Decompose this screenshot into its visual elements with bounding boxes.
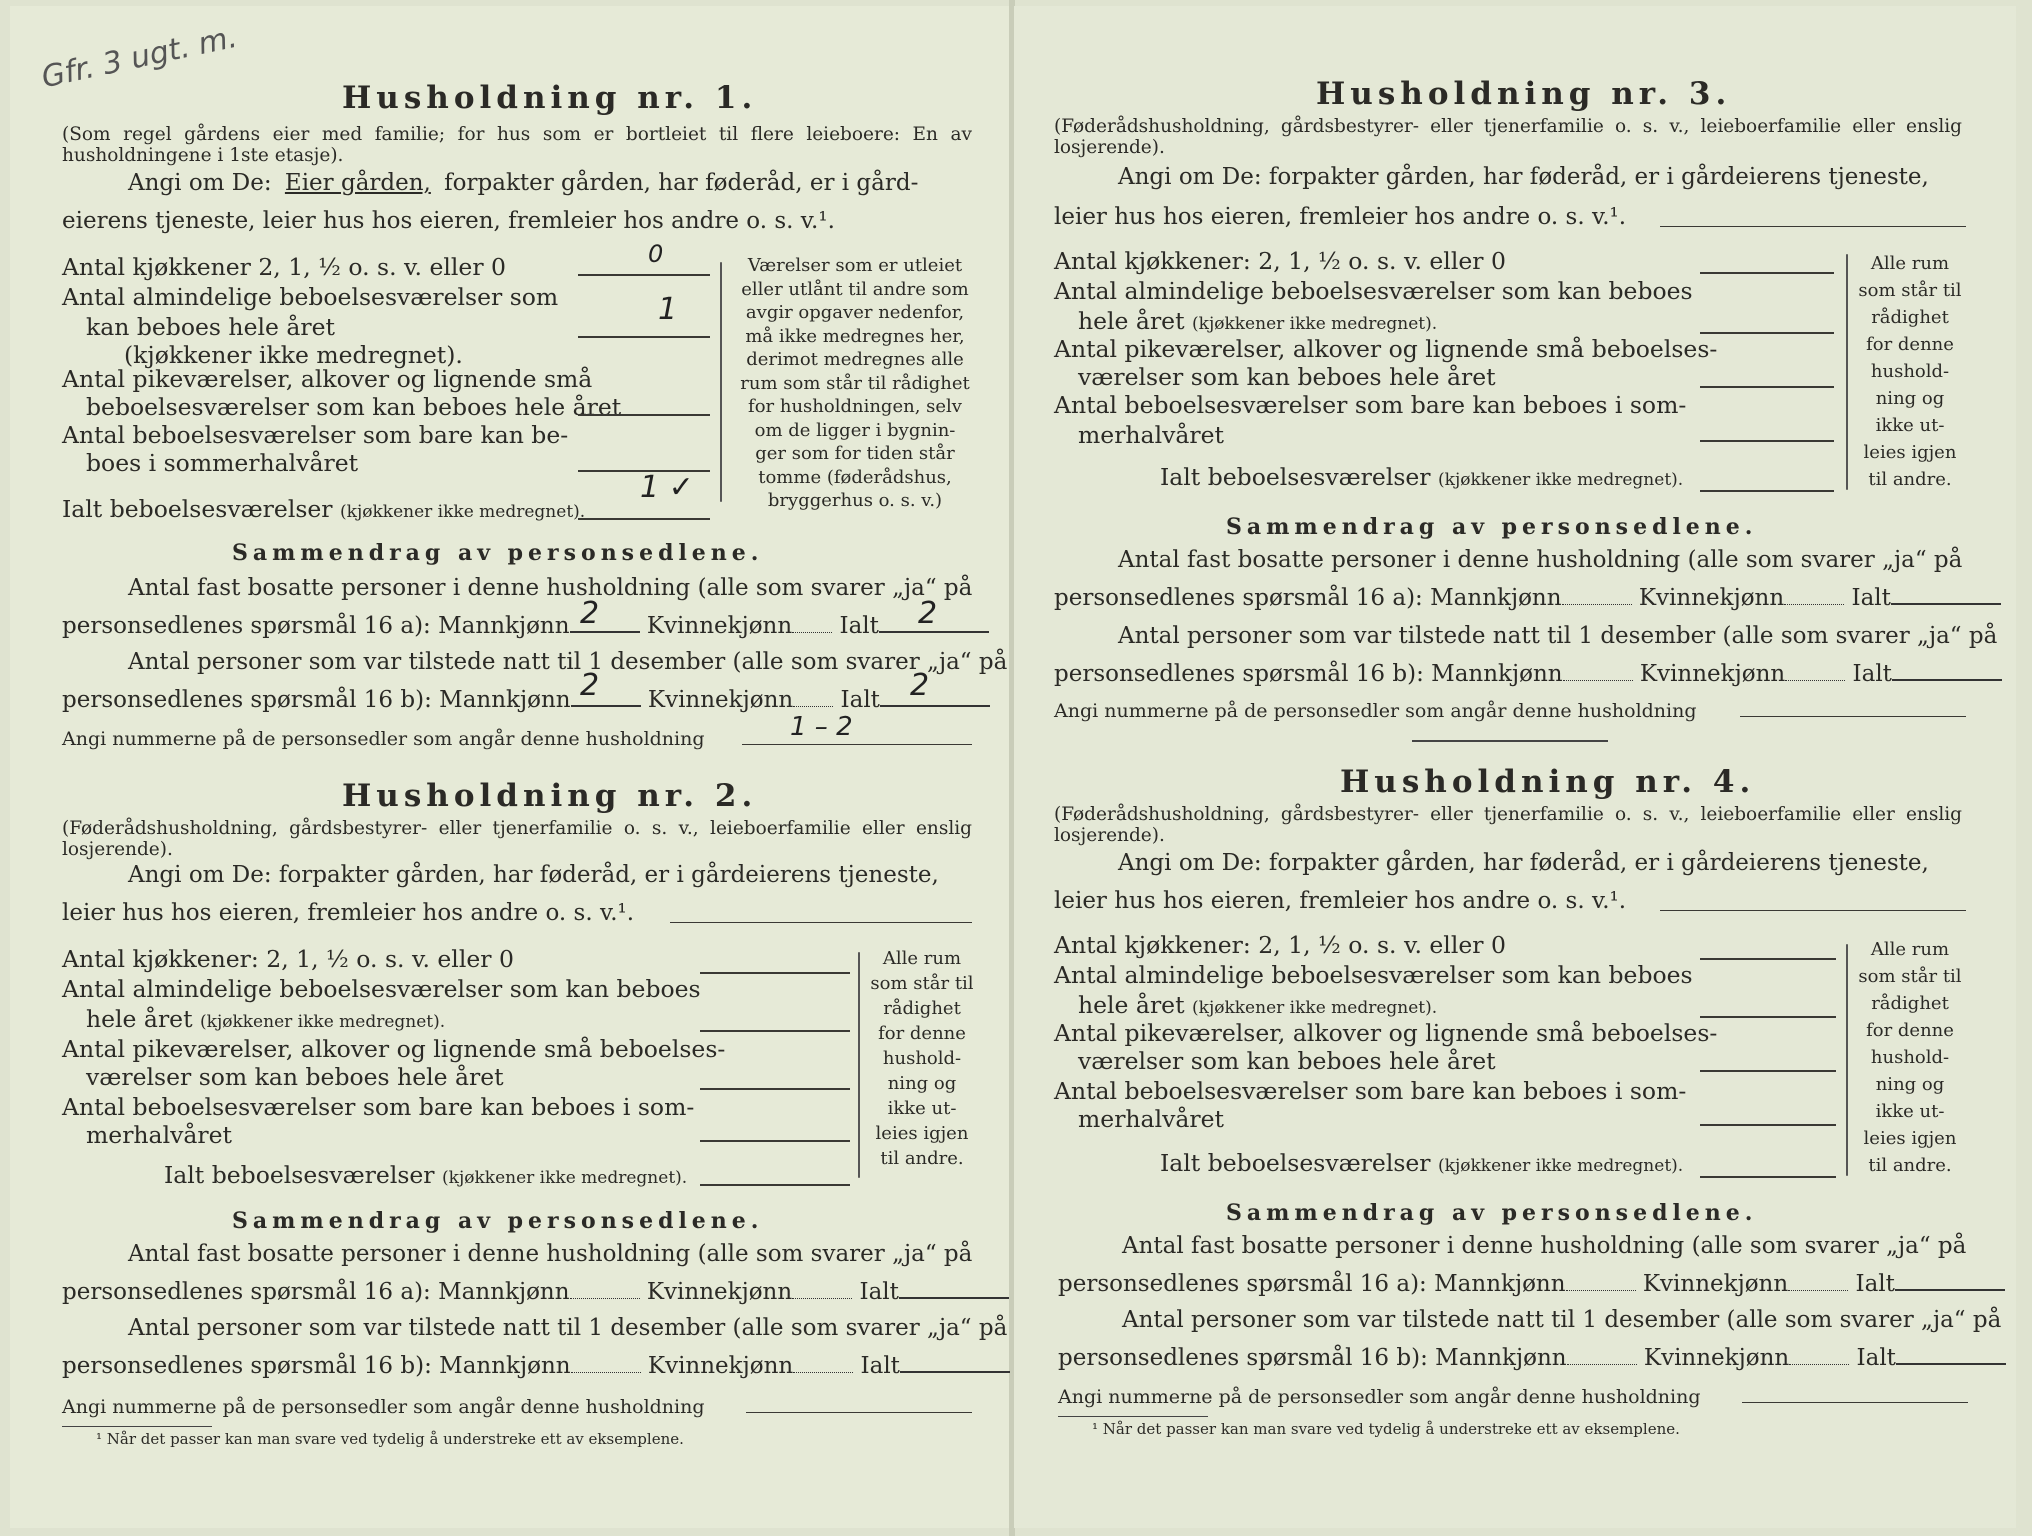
h3-numbers-line: [1740, 716, 1966, 717]
h1-side-line: eller utlånt til andre som: [741, 278, 969, 300]
household-2-subtitle: (Føderådshusholdning, gårdsbestyrer- eller tjenerfamilie o. s. v., leieboerfamilie eller enslig losjerende).: [62, 818, 972, 860]
label: Ialt: [1855, 1271, 1895, 1297]
section-separator: [1412, 740, 1608, 742]
h2-brace: [858, 952, 860, 1178]
side-line: leies igjen: [1863, 442, 1957, 463]
side-line: ning og: [1875, 1074, 1945, 1095]
side-line: som står til: [870, 973, 974, 994]
side-line: for denne: [878, 1023, 966, 1044]
h3-row-summer: Antal beboelsesværelser som bare kan beboes i som-: [1054, 391, 1687, 419]
h2-angi-2: leier hus hos eieren, fremleier hos andre o. s. v.¹.: [62, 900, 635, 926]
label: (kjøkkener ikke medregnet).: [200, 1012, 446, 1032]
label: Mannkjønn: [1431, 661, 1563, 687]
h4-brace: [1846, 944, 1848, 1176]
h2-line: [700, 972, 850, 974]
label: personsedlenes spørsmål 16 b):: [62, 687, 432, 713]
h2-summary-p2: Antal personer som var tilstede natt til 1 desember (alle som svarer „ja“ på: [128, 1315, 1008, 1341]
label: Ialt: [1851, 585, 1891, 611]
h3-brace: [1846, 254, 1848, 490]
h1-angi-a: Angi om De:: [128, 170, 272, 196]
label: personsedlenes spørsmål 16 a):: [62, 1279, 431, 1305]
side-line: for denne: [1866, 1020, 1954, 1041]
h1-row-summer: Antal beboelsesværelser som bare kan be-: [62, 421, 569, 449]
h3-summary-p1: Antal fast bosatte personer i denne husholdning (alle som svarer „ja“ på: [1118, 547, 1963, 573]
h1-total-note: (kjøkkener ikke medregnet).: [340, 502, 586, 522]
side-line: ikke ut-: [1875, 415, 1945, 436]
label: Kvinnekjønn: [1643, 1345, 1790, 1371]
household-1-title: Husholdning nr. 1.: [342, 80, 758, 116]
h3-side-note: [1850, 250, 1970, 493]
h2-angi-1: Angi om De: forpakter gården, har føderåd, er i gårdeierens tjeneste,: [128, 862, 939, 888]
side-line: Alle rum: [1870, 939, 1950, 960]
h1-total-line: [578, 518, 710, 520]
h1-row-rooms-2: kan beboes hele året: [86, 313, 335, 341]
footnote-separator: [1058, 1416, 1208, 1417]
label: (kjøkkener ikke medregnet).: [442, 1168, 688, 1188]
h1-rooms-line: [578, 336, 710, 338]
h1-angi-c: eierens tjeneste, leier hus hos eieren, fremleier hos andre o. s. v.¹.: [62, 208, 835, 234]
h1-side-line: Værelser som er utleiet: [747, 255, 963, 276]
h3-row-kitchens: Antal kjøkkener: 2, 1, ½ o. s. v. eller 0: [1054, 247, 1506, 275]
h1-row-rooms: Antal almindelige beboelsesværelser som: [62, 283, 559, 311]
label: Ialt: [1856, 1345, 1896, 1371]
side-line: rådighet: [1871, 307, 1949, 328]
household-2-title: Husholdning nr. 2.: [342, 778, 758, 814]
label: Ialt beboelsesværelser: [164, 1161, 435, 1189]
h3-line: [1700, 490, 1834, 492]
pencil-note: Gfr. 3 ugt. m.: [38, 19, 241, 96]
h2-summary-p2b: [62, 1344, 1010, 1388]
label: Ialt: [840, 687, 880, 713]
side-line: til andre.: [880, 1148, 964, 1169]
h4-line: [1700, 1016, 1836, 1018]
h3-row-maid: Antal pikeværelser, alkover og lignende små beboelses-: [1054, 335, 1718, 363]
h3-summary-title: Sammendrag av personsedlene.: [1226, 514, 1758, 540]
h2-side-note: [862, 946, 982, 1171]
h4-side-note: [1850, 936, 1970, 1179]
h4-summary-p2b: [1058, 1336, 2006, 1380]
side-line: som står til: [1858, 966, 1962, 987]
label: personsedlenes spørsmål 16 b):: [62, 1353, 432, 1379]
label: Kvinnekjønn: [646, 1279, 793, 1305]
h4-line: [1700, 1176, 1836, 1178]
h3-total: [1160, 462, 1683, 495]
h1-hw-total: 1 ✓: [640, 470, 694, 505]
label: Ialt: [839, 613, 879, 639]
h1-summary-title: Sammendrag av personsedlene.: [232, 540, 764, 566]
label: Kvinnekjønn: [1639, 661, 1786, 687]
h4-row-summer: Antal beboelsesværelser som bare kan beboes i som-: [1054, 1077, 1687, 1105]
label: (kjøkkener ikke medregnet).: [1192, 998, 1438, 1018]
h3-angi-line: [1660, 226, 1966, 227]
h3-row-maid-2: værelser som kan beboes hele året: [1078, 363, 1496, 391]
household-3-subtitle: (Føderådshusholdning, gårdsbestyrer- eller tjenerfamilie o. s. v., leieboerfamilie eller enslig losjerende).: [1054, 116, 1962, 158]
h1-hw-t16b: 2: [910, 668, 930, 703]
h4-summary-title: Sammendrag av personsedlene.: [1226, 1200, 1758, 1226]
h2-row-kitchens: Antal kjøkkener: 2, 1, ½ o. s. v. eller 0: [62, 945, 514, 973]
h3-line: [1700, 386, 1834, 388]
h4-line: [1700, 1070, 1836, 1072]
h1-angi-selected: Eier gården,: [284, 170, 431, 196]
label: Ialt: [860, 1353, 900, 1379]
h2-row-maid-2: værelser som kan beboes hele året: [86, 1063, 504, 1091]
h1-hw-kitchens: 0: [648, 240, 664, 268]
label: Mannkjønn: [1434, 1271, 1566, 1297]
h2-line: [700, 1088, 850, 1090]
household-4-title: Husholdning nr. 4.: [1340, 764, 1756, 800]
h2-line: [700, 1140, 850, 1142]
label: Ialt: [1852, 661, 1892, 687]
label: Kvinnekjønn: [1642, 1271, 1789, 1297]
h2-angi-line: [670, 922, 972, 923]
h4-summary-p1: Antal fast bosatte personer i denne husholdning (alle som svarer „ja“ på: [1122, 1233, 1967, 1259]
h2-row-rooms: Antal almindelige beboelsesværelser som kan beboes: [62, 975, 701, 1003]
h3-summary-p2: Antal personer som var tilstede natt til 1 desember (alle som svarer „ja“ på: [1118, 623, 1998, 649]
h4-row-kitchens: Antal kjøkkener: 2, 1, ½ o. s. v. eller 0: [1054, 931, 1506, 959]
h1-side-line: avgir opgaver nedenfor,: [745, 302, 965, 323]
h3-angi-1: Angi om De: forpakter gården, har føderåd, er i gårdeierens tjeneste,: [1118, 164, 1929, 190]
side-line: ikke ut-: [1875, 1101, 1945, 1122]
h2-row-summer: Antal beboelsesværelser som bare kan beboes i som-: [62, 1093, 695, 1121]
h1-side-line: rum som står til rådighet: [740, 372, 970, 394]
h1-side-line: bryggerhus o. s. v.): [767, 490, 943, 511]
side-line: rådighet: [883, 998, 961, 1019]
h1-angi-b: forpakter gården, har føderåd, er i gård-: [444, 170, 919, 196]
side-line: som står til: [1858, 280, 1962, 301]
h1-side-line: om de ligger i bygnin-: [754, 419, 956, 441]
label: Ialt: [859, 1279, 899, 1305]
household-3-title: Husholdning nr. 3.: [1316, 76, 1732, 112]
h1-side-line: tomme (føderådshus,: [758, 466, 952, 488]
label: Kvinnekjønn: [647, 1353, 794, 1379]
side-line: hushold-: [1870, 1047, 1950, 1068]
label: Kvinnekjønn: [1638, 585, 1785, 611]
h3-line: [1700, 440, 1834, 442]
side-line: ning og: [1875, 388, 1945, 409]
h1-side-line: ger som for tiden står: [755, 443, 955, 464]
label: Ialt beboelsesværelser: [1160, 1149, 1431, 1177]
h1-row-kitchens: Antal kjøkkener 2, 1, ½ o. s. v. eller 0: [62, 253, 506, 281]
label: (kjøkkener ikke medregnet).: [1192, 314, 1438, 334]
h1-kitchens-line: [578, 274, 710, 276]
h4-numbers: Angi nummerne på de personsedler som angår denne husholdning: [1058, 1386, 1701, 1408]
label: Kvinnekjønn: [647, 687, 794, 713]
household-1-subtitle: (Som regel gårdens eier med familie; for hus som er bortleiet til flere leieboere: En av husholdningene i 1ste etasje).: [62, 124, 972, 166]
label: Ialt beboelsesværelser: [1160, 463, 1431, 491]
h1-hw-m16a: 2: [580, 596, 600, 631]
h1-brace: [720, 262, 722, 502]
h1-side-line: derimot medregnes alle: [746, 349, 964, 370]
label: Mannkjønn: [438, 1279, 570, 1305]
side-line: rådighet: [1871, 993, 1949, 1014]
label: hele året: [86, 1005, 193, 1033]
label: (kjøkkener ikke medregnet).: [1438, 1156, 1684, 1176]
label: hele året: [1078, 307, 1185, 335]
h1-numbers-line: [742, 744, 972, 745]
left-footnote: ¹ Når det passer kan man svare ved tydelig å understreke ett av eksemplene.: [96, 1430, 684, 1448]
h4-line: [1700, 1124, 1836, 1126]
h1-hw-m16b: 2: [580, 668, 600, 703]
h1-hw-numbers: 1 – 2: [790, 712, 853, 742]
label: personsedlenes spørsmål 16 a):: [62, 613, 431, 639]
h1-total-label: Ialt beboelsesværelser: [62, 495, 333, 523]
label: Mannkjønn: [1435, 1345, 1567, 1371]
side-line: for denne: [1866, 334, 1954, 355]
h1-hw-rooms: 1: [658, 292, 678, 327]
h1-row-maid: Antal pikeværelser, alkover og lignende små: [62, 365, 593, 393]
h2-row-maid: Antal pikeværelser, alkover og lignende små beboelses-: [62, 1035, 726, 1063]
side-line: Alle rum: [882, 948, 962, 969]
h1-summary-p1: Antal fast bosatte personer i denne husholdning (alle som svarer „ja“ på: [128, 575, 973, 601]
label: Mannkjønn: [439, 687, 571, 713]
h1-row-summer-2: boes i sommerhalvåret: [86, 449, 359, 477]
side-line: leies igjen: [875, 1123, 969, 1144]
h1-angi-label: [128, 170, 918, 196]
label: Kvinnekjønn: [646, 613, 793, 639]
h4-angi-1: Angi om De: forpakter gården, har føderåd, er i gårdeierens tjeneste,: [1118, 850, 1929, 876]
label: personsedlenes spørsmål 16 b):: [1058, 1345, 1428, 1371]
h2-row-rooms-2: [86, 1004, 445, 1037]
household-4-subtitle: (Føderådshusholdning, gårdsbestyrer- eller tjenerfamilie o. s. v., leieboerfamilie eller enslig losjerende).: [1054, 804, 1962, 846]
h4-summary-p2: Antal personer som var tilstede natt til 1 desember (alle som svarer „ja“ på: [1122, 1307, 2002, 1333]
h1-summary-p2: Antal personer som var tilstede natt til 1 desember (alle som svarer „ja“ på: [128, 649, 1008, 675]
h4-line: [1700, 958, 1836, 960]
h4-angi-line: [1660, 910, 1966, 911]
h4-row-summer-2: merhalvåret: [1078, 1105, 1224, 1133]
label: Mannkjønn: [438, 613, 570, 639]
h1-side-line: for husholdningen, selv: [748, 396, 962, 417]
h3-summary-p2b: [1054, 652, 2002, 696]
h2-numbers: Angi nummerne på de personsedler som angår denne husholdning: [62, 1396, 705, 1418]
label: personsedlenes spørsmål 16 a):: [1054, 585, 1423, 611]
h1-row-maid-2: beboelsesværelser som kan beboes hele året: [86, 393, 622, 421]
h3-row-rooms: Antal almindelige beboelsesværelser som kan beboes: [1054, 277, 1693, 305]
footnote-separator: [62, 1426, 212, 1427]
h3-line: [1700, 332, 1834, 334]
h1-numbers: Angi nummerne på de personsedler som angår denne husholdning: [62, 728, 705, 750]
label: Mannkjønn: [1430, 585, 1562, 611]
h1-total: [62, 494, 585, 527]
h4-numbers-line: [1742, 1402, 1968, 1403]
h4-row-rooms: Antal almindelige beboelsesværelser som kan beboes: [1054, 961, 1693, 989]
h1-hw-t16a: 2: [918, 596, 938, 631]
h2-numbers-line: [746, 1412, 972, 1413]
h4-angi-2: leier hus hos eieren, fremleier hos andre o. s. v.¹.: [1054, 888, 1627, 914]
h1-side-line: må ikke medregnes her,: [745, 325, 965, 347]
h3-angi-2: leier hus hos eieren, fremleier hos andre o. s. v.¹.: [1054, 204, 1627, 230]
h1-row-rooms-note: (kjøkkener ikke medregnet).: [124, 341, 463, 369]
h4-total: [1160, 1148, 1683, 1181]
label: Mannkjønn: [439, 1353, 571, 1379]
h3-row-summer-2: merhalvåret: [1078, 421, 1224, 449]
h2-summary-title: Sammendrag av personsedlene.: [232, 1208, 764, 1234]
side-line: til andre.: [1868, 469, 1952, 490]
side-line: ikke ut-: [887, 1098, 957, 1119]
h4-row-maid-2: værelser som kan beboes hele året: [1078, 1047, 1496, 1075]
side-line: ning og: [887, 1073, 957, 1094]
label: hele året: [1078, 991, 1185, 1019]
side-line: Alle rum: [1870, 253, 1950, 274]
h3-numbers: Angi nummerne på de personsedler som angår denne husholdning: [1054, 700, 1697, 722]
label: personsedlenes spørsmål 16 a):: [1058, 1271, 1427, 1297]
right-footnote: ¹ Når det passer kan man svare ved tydelig å understreke ett av eksemplene.: [1092, 1420, 1680, 1438]
h2-line: [700, 1030, 850, 1032]
label: personsedlenes spørsmål 16 b):: [1054, 661, 1424, 687]
h1-maid-line: [578, 414, 710, 416]
h1-side-note: [730, 254, 980, 513]
h3-line: [1700, 272, 1834, 274]
side-line: leies igjen: [1863, 1128, 1957, 1149]
side-line: til andre.: [1868, 1155, 1952, 1176]
h2-total: [164, 1160, 687, 1193]
side-line: hushold-: [882, 1048, 962, 1069]
h2-summary-p1: Antal fast bosatte personer i denne husholdning (alle som svarer „ja“ på: [128, 1241, 973, 1267]
label: (kjøkkener ikke medregnet).: [1438, 470, 1684, 490]
side-line: hushold-: [1870, 361, 1950, 382]
h2-row-summer-2: merhalvåret: [86, 1121, 232, 1149]
h2-line: [700, 1184, 850, 1186]
h4-row-maid: Antal pikeværelser, alkover og lignende små beboelses-: [1054, 1019, 1718, 1047]
